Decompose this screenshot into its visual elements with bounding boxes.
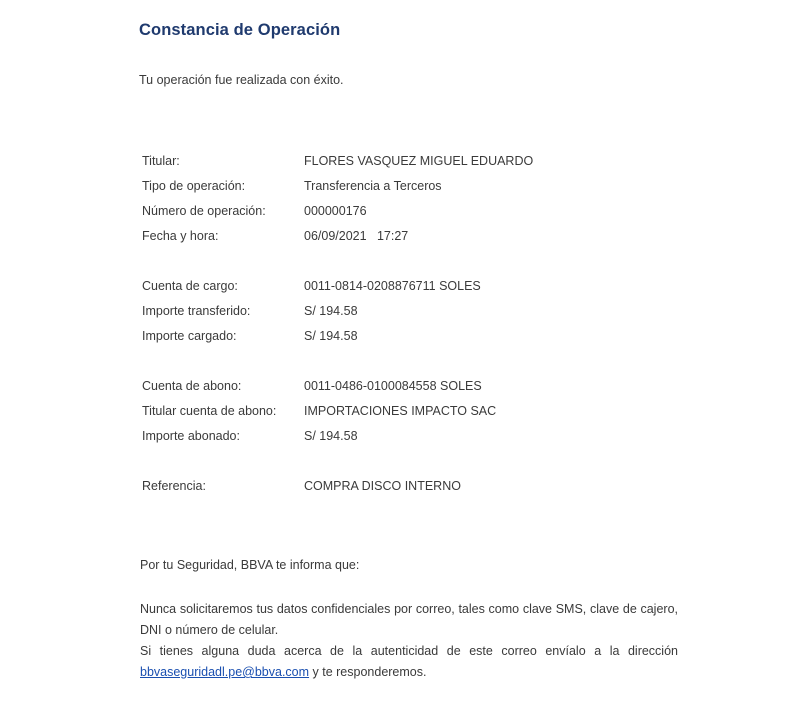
detail-row-cuenta-cargo (142, 273, 702, 298)
tipo-label: Tipo de operación: (142, 178, 246, 193)
detail-row-tipo (142, 173, 702, 198)
detail-row-importe-cargado (142, 323, 702, 348)
titular-label: Titular: (142, 153, 180, 168)
spacer (142, 348, 702, 373)
detail-row-titular-abono (142, 398, 702, 423)
detail-row-numero (142, 198, 702, 223)
success-message: Tu operación fue realizada con éxito. (139, 73, 344, 87)
importe-cargado-value: S/ 194.58 (304, 328, 358, 343)
security-paragraph-contact (140, 641, 678, 683)
importe-transferido-label: Importe transferido: (142, 303, 251, 318)
fecha-value: 06/09/2021 17:27 (304, 228, 409, 243)
cuenta-abono-label: Cuenta de abono: (142, 378, 242, 393)
numero-label: Número de operación: (142, 203, 266, 218)
tipo-value: Transferencia a Terceros (304, 178, 442, 193)
importe-transferido-value: S/ 194.58 (304, 303, 358, 318)
security-paragraph-confidential: Nunca solicitaremos tus datos confidenciales por correo, tales como clave SMS, clave de cajero, DNI o número de celular. (140, 602, 678, 637)
page-title: Constancia de Operación (139, 21, 341, 39)
security-heading: Por tu Seguridad, BBVA te informa que: (140, 558, 360, 572)
referencia-label: Referencia: (142, 478, 206, 493)
detail-row-titular (142, 148, 702, 173)
spacer (142, 248, 702, 273)
contact-text-before: Si tienes alguna duda acerca de la autenticidad de este correo envíalo a la dirección (140, 644, 678, 658)
titular-abono-label: Titular cuenta de abono: (142, 403, 277, 418)
cuenta-cargo-value: 0011-0814-0208876711 SOLES (304, 278, 481, 293)
detail-row-importe-transferido (142, 298, 702, 323)
detail-row-importe-abonado (142, 423, 702, 448)
titular-value: FLORES VASQUEZ MIGUEL EDUARDO (304, 153, 534, 168)
fecha-label: Fecha y hora: (142, 228, 219, 243)
numero-value: 000000176 (304, 203, 367, 218)
titular-abono-value: IMPORTACIONES IMPACTO SAC (304, 403, 497, 418)
security-notice (140, 599, 678, 683)
cuenta-cargo-label: Cuenta de cargo: (142, 278, 238, 293)
referencia-value: COMPRA DISCO INTERNO (304, 478, 461, 493)
detail-row-fecha (142, 223, 702, 248)
detail-row-referencia (142, 473, 702, 498)
detail-row-cuenta-abono (142, 373, 702, 398)
importe-cargado-label: Importe cargado: (142, 328, 237, 343)
importe-abonado-value: S/ 194.58 (304, 428, 358, 443)
operation-details (142, 148, 702, 498)
cuenta-abono-value: 0011-0486-0100084558 SOLES (304, 378, 482, 393)
spacer (142, 448, 702, 473)
security-email-link[interactable]: bbvaseguridadl.pe@bbva.com (140, 665, 310, 679)
importe-abonado-label: Importe abonado: (142, 428, 240, 443)
contact-text-after: y te responderemos. (309, 665, 427, 679)
